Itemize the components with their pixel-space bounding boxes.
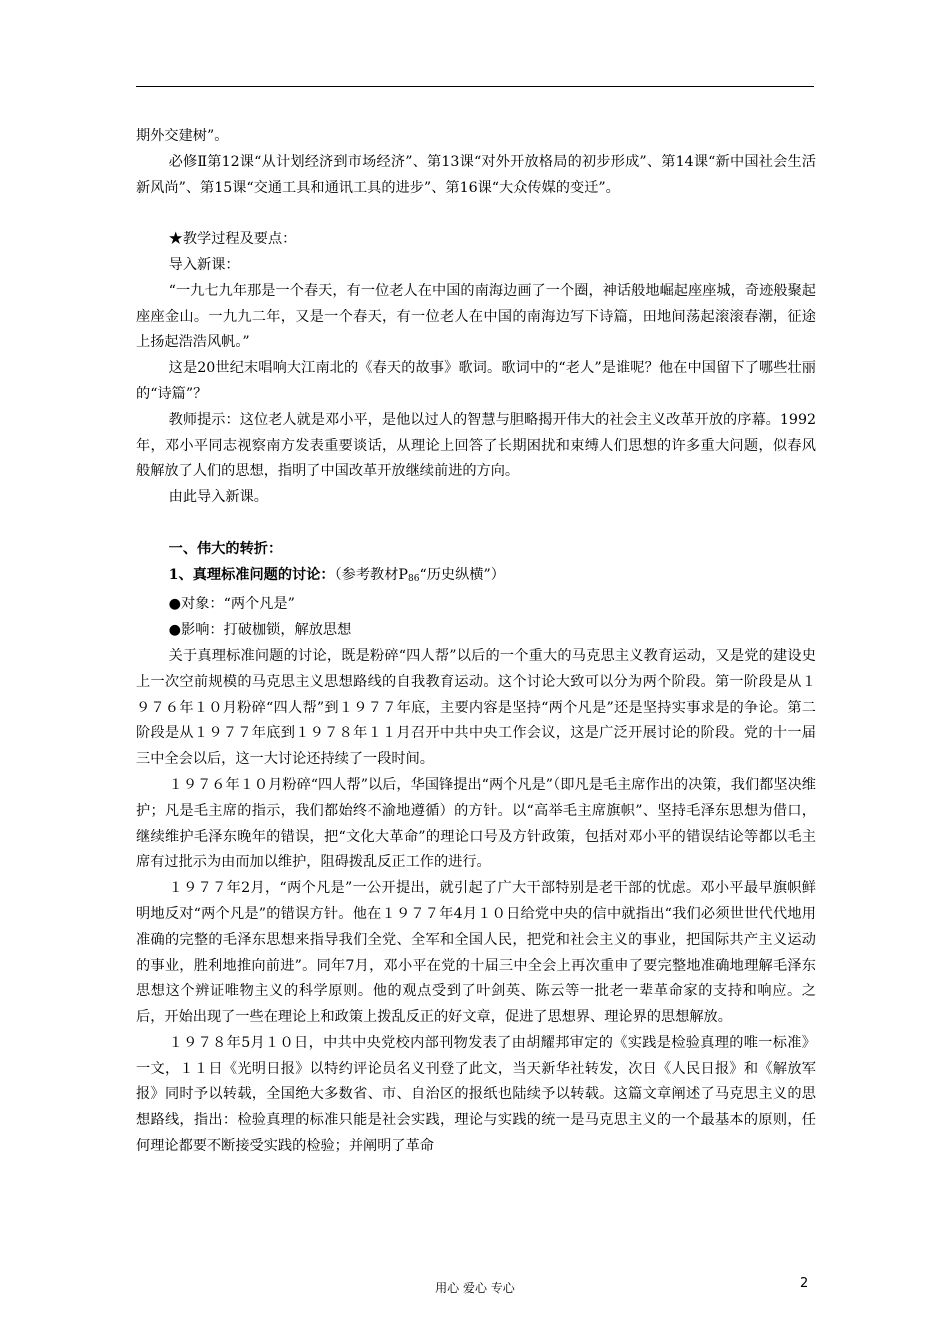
subsection-reference-end: “历史纵横”） <box>419 566 505 583</box>
page-number: 2 <box>800 1276 809 1291</box>
document-body <box>136 124 816 1160</box>
paragraph: 这是20世纪末唱响大江南北的《春天的故事》歌词。歌词中的“老人”是谁呢？他在中国留下了哪些壮丽的“诗篇”？ <box>136 360 816 402</box>
paragraph: 由此导入新课。 <box>168 489 268 506</box>
header-rule <box>136 86 814 87</box>
paragraph: １９７７年2月，“两个凡是”一公开提出，就引起了广大干部特别是老干部的忧虑。邓小平最早旗帜鲜明地反对“两个凡是”的错误方针。他在１９７７年4月１０日给党中央的信中就指出“我们必须世世代代地用准确的完整的毛泽东思想来指导我们全党、全军和全国人民，把党和社会主义的事业，把国际共产主义运动的事业，胜利地推向前进”。同年7月，邓小平在党的十届三中全会上再次重申了要完整地准确地理解毛泽东思想这个辨证唯物主义的科学原则。他的观点受到了叶剑英、陈云等一批老一辈革命家的支持和响应。之后，开始出现了一些在理论上和政策上拨乱反正的好文章，促进了思想界、理论界的思想解放。 <box>136 880 816 1026</box>
paragraph: １９７８年5月１０日，中共中央党校内部刊物发表了由胡耀邦审定的《实践是检验真理的唯一标准》一文，１１日《光明日报》以特约评论员名义刊登了此文，当天新华社转发，次日《人民日报》和《解放军报》同时予以转载，全国绝大多数省、市、自治区的报纸也陆续予以转载。这篇文章阐述了马克思主义的思想路线，指出：检验真理的标准只能是社会实践，理论与实践的统一是马克思主义的一个最基本的原则，任何理论都要不断接受实践的检验；并阐明了革命 <box>136 1034 816 1155</box>
spacer <box>136 201 816 227</box>
paragraph: 导入新课： <box>168 256 240 273</box>
section-heading: 一、伟大的转折： <box>168 540 283 557</box>
subsection-title: 1、真理标准问题的讨论： <box>168 566 335 583</box>
paragraph: 必修Ⅱ第12课“从计划经济到市场经济”、第13课“对外开放格局的初步形成”、第14课“新中国社会生活新风尚”、第15课“交通工具和通讯工具的进步”、第16课“大众传媒的变迁”。 <box>136 153 816 196</box>
paragraph: 关于真理标准问题的讨论，既是粉碎“四人帮”以后的一个重大的马克思主义教育运动，又是党的建设史上一次空前规模的马克思主义思想路线的自我教育运动。这个讨论大致可以分为两个阶段。第一阶段是从１９７６年１０月粉碎“四人帮”到１９７７年底，主要内容是坚持“两个凡是”还是坚持实事求是的争论。第二阶段是从１９７７年底到１９７８年１１月召开中共中央工作会议，这是广泛开展讨论的阶段。党的十一届三中全会以后，这一大讨论还持续了一段时间。 <box>136 647 816 768</box>
paragraph: 期外交建树”。 <box>136 128 229 144</box>
bullet-item: ●影响：打破枷锁，解放思想 <box>168 622 352 639</box>
lyrics-quote: “一九七九年那是一个春天，有一位老人在中国的南海边画了一个圈，神话般地崛起座座城，奇迹般聚起座座金山。一九九二年，又是一个春天，有一位老人在中国的南海边写下诗篇，田地间荡起滚滚春潮，征途上扬起浩浩风帆。” <box>136 282 816 351</box>
teacher-hint: 教师提示：这位老人就是邓小平，是他以过人的智慧与胆略揭开伟大的社会主义改革开放的序幕。1992年，邓小平同志视察南方发表重要谈话，从理论上回答了长期困扰和束缚人们思想的许多重大问题，似春风般解放了人们的思想，指明了中国改革开放继续前进的方向。 <box>136 411 816 480</box>
footer-text: 用心 爱心 专心 <box>435 1281 515 1295</box>
paragraph: １９７６年１０月粉碎“四人帮”以后，华国锋提出“两个凡是”（即凡是毛主席作出的决策，我们都坚决维护；凡是毛主席的指示，我们都始终不渝地遵循）的方针。以“高举毛主席旗帜”、坚持毛泽东思想为借口，继续维护毛泽东晚年的错误，把“文化大革命”的理论口号及方针政策，包括对邓小平的错误结论等都以毛主席有过批示为由而加以维护，阻碍拨乱反正工作的进行。 <box>136 776 816 871</box>
section-marker: ★教学过程及要点： <box>168 231 297 248</box>
page-subscript: 86 <box>407 573 420 584</box>
bullet-item: ●对象：“两个凡是” <box>168 596 295 613</box>
spacer <box>136 511 816 537</box>
subsection-reference: （参考教材P <box>334 566 408 583</box>
subsection-heading <box>136 563 816 593</box>
